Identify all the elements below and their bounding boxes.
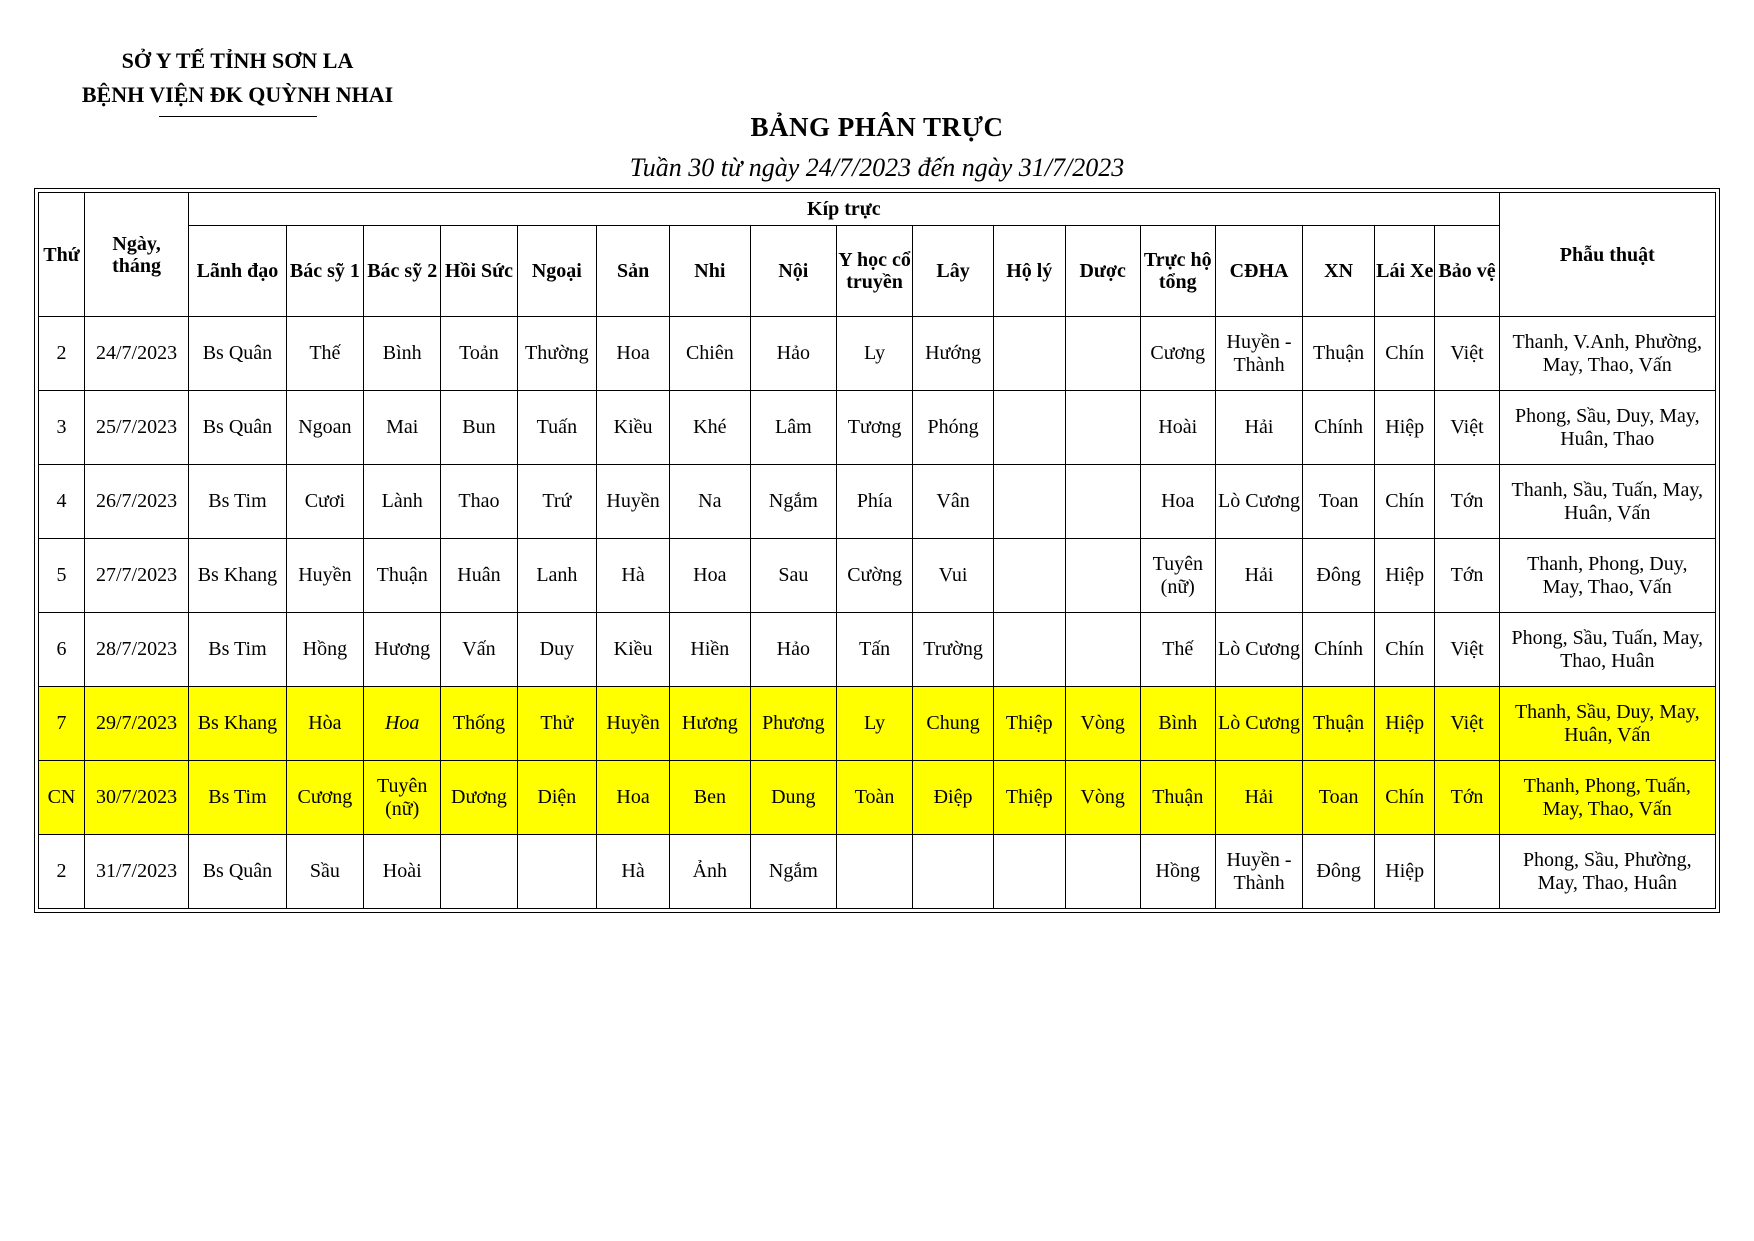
cell-thu: 4: [39, 465, 85, 539]
cell-kip: Đông: [1303, 539, 1375, 613]
cell-kip: Việt: [1435, 317, 1499, 391]
cell-kip: Tớn: [1435, 465, 1499, 539]
cell-kip: Hiệp: [1374, 687, 1435, 761]
cell-phau-thuat: Phong, Sầu, Phường, May, Thao, Huân: [1499, 835, 1715, 909]
cell-phau-thuat: Phong, Sầu, Tuấn, May, Thao, Huân: [1499, 613, 1715, 687]
cell-kip: Chín: [1374, 761, 1435, 835]
table-row: [39, 613, 1716, 687]
cell-kip: Ly: [836, 687, 912, 761]
cell-kip: Hiền: [670, 613, 751, 687]
col-header-ngay: Ngày, tháng: [84, 193, 188, 317]
page-title: BẢNG PHÂN TRỰC: [750, 112, 1004, 142]
cell-kip: Hương: [364, 613, 441, 687]
cell-phau-thuat: Phong, Sầu, Duy, May, Huân, Thao: [1499, 391, 1715, 465]
cell-kip: Tớn: [1435, 539, 1499, 613]
cell-kip: Thuận: [1303, 687, 1375, 761]
cell-kip: Ngắm: [750, 835, 836, 909]
cell-phau-thuat: Thanh, Phong, Duy, May, Thao, Vấn: [1499, 539, 1715, 613]
cell-kip: Hoa: [597, 761, 670, 835]
cell-kip: Hoài: [364, 835, 441, 909]
cell-kip: Chính: [1303, 391, 1375, 465]
cell-kip: Huân: [441, 539, 517, 613]
cell-kip: Hoa: [597, 317, 670, 391]
cell-kip: Chính: [1303, 613, 1375, 687]
cell-kip: Phương: [750, 687, 836, 761]
cell-kip: Lanh: [517, 539, 597, 613]
cell-kip: Thiệp: [993, 687, 1065, 761]
col-header-kip: Nhi: [670, 226, 751, 317]
cell-kip: [1435, 835, 1499, 909]
cell-kip: Trứ: [517, 465, 597, 539]
col-header-kip: CĐHA: [1215, 226, 1302, 317]
cell-kip: Hướng: [913, 317, 994, 391]
cell-kip: [993, 613, 1065, 687]
cell-kip: Phía: [836, 465, 912, 539]
cell-kip: Thế: [1140, 613, 1215, 687]
cell-kip: [993, 465, 1065, 539]
cell-kip: Ben: [670, 761, 751, 835]
cell-kip: Bs Quân: [189, 391, 287, 465]
cell-kip: Hồng: [1140, 835, 1215, 909]
cell-kip: Hải: [1215, 539, 1302, 613]
cell-kip: Hà: [597, 539, 670, 613]
cell-kip: Hương: [670, 687, 751, 761]
duty-schedule-table: [38, 192, 1716, 909]
schedule-table-frame: [34, 188, 1720, 913]
org-department: SỞ Y TẾ TỈNH SƠN LA: [121, 48, 354, 73]
col-header-phau-thuat: Phẫu thuật: [1499, 193, 1715, 317]
cell-kip: Hiệp: [1374, 835, 1435, 909]
col-header-kip: Lái Xe: [1374, 226, 1435, 317]
cell-kip: Na: [670, 465, 751, 539]
cell-ngay: 25/7/2023: [84, 391, 188, 465]
col-header-kip: Ngoại: [517, 226, 597, 317]
cell-kip: Tuấn: [517, 391, 597, 465]
cell-kip: [1065, 391, 1140, 465]
cell-kip: Chín: [1374, 317, 1435, 391]
col-header-kip: XN: [1303, 226, 1375, 317]
cell-kip: Phóng: [913, 391, 994, 465]
cell-kip: [1065, 317, 1140, 391]
cell-kip: Tấn: [836, 613, 912, 687]
cell-kip: Dương: [441, 761, 517, 835]
col-header-kip: Trực hộ tổng: [1140, 226, 1215, 317]
cell-kip: Chung: [913, 687, 994, 761]
cell-kip: Lò Cương: [1215, 465, 1302, 539]
cell-kip: [1065, 465, 1140, 539]
col-header-kip: Nội: [750, 226, 836, 317]
cell-kip: Toan: [1303, 465, 1375, 539]
cell-kip: Trường: [913, 613, 994, 687]
table-row: [39, 761, 1716, 835]
cell-kip: Huyền: [286, 539, 363, 613]
col-header-kip: Dược: [1065, 226, 1140, 317]
cell-kip: Hoa: [670, 539, 751, 613]
col-header-kip: Bảo vệ: [1435, 226, 1499, 317]
table-row: [39, 539, 1716, 613]
cell-thu: 3: [39, 391, 85, 465]
cell-kip: Cương: [286, 761, 363, 835]
cell-kip: Thuận: [1303, 317, 1375, 391]
cell-kip: Lành: [364, 465, 441, 539]
cell-kip: Hiệp: [1374, 391, 1435, 465]
cell-kip: Chiên: [670, 317, 751, 391]
cell-ngay: 24/7/2023: [84, 317, 188, 391]
cell-kip: Huyền - Thành: [1215, 317, 1302, 391]
table-row: [39, 835, 1716, 909]
col-header-kip: Lây: [913, 226, 994, 317]
cell-kip: Tớn: [1435, 761, 1499, 835]
cell-kip: Ngắm: [750, 465, 836, 539]
cell-phau-thuat: Thanh, Sầu, Tuấn, May, Huân, Vấn: [1499, 465, 1715, 539]
cell-kip: Chín: [1374, 613, 1435, 687]
cell-kip: Thuận: [1140, 761, 1215, 835]
cell-kip: Thử: [517, 687, 597, 761]
cell-kip: Bs Khang: [189, 539, 287, 613]
cell-kip: Đông: [1303, 835, 1375, 909]
cell-kip: Cươi: [286, 465, 363, 539]
cell-kip: Cường: [836, 539, 912, 613]
col-header-kip: Lãnh đạo: [189, 226, 287, 317]
cell-kip: Hảo: [750, 317, 836, 391]
cell-kip: Chín: [1374, 465, 1435, 539]
cell-kip: [1065, 835, 1140, 909]
cell-kip: Bình: [364, 317, 441, 391]
cell-kip: Thống: [441, 687, 517, 761]
cell-kip: Toan: [1303, 761, 1375, 835]
org-hospital: BỆNH VIỆN ĐK QUỲNH NHAI: [81, 82, 394, 107]
cell-kip: Bs Tim: [189, 465, 287, 539]
cell-kip: Lâm: [750, 391, 836, 465]
cell-kip: Huyền: [597, 687, 670, 761]
cell-kip: [517, 835, 597, 909]
cell-kip: [913, 835, 994, 909]
cell-kip: [441, 835, 517, 909]
cell-ngay: 29/7/2023: [84, 687, 188, 761]
cell-kip: Thao: [441, 465, 517, 539]
page-subtitle: Tuần 30 từ ngày 24/7/2023 đến ngày 31/7/2023: [629, 153, 1125, 182]
cell-kip: [836, 835, 912, 909]
cell-kip: [1065, 613, 1140, 687]
cell-kip: Lò Cương: [1215, 613, 1302, 687]
cell-ngay: 26/7/2023: [84, 465, 188, 539]
cell-kip: Khé: [670, 391, 751, 465]
cell-phau-thuat: Thanh, Sầu, Duy, May, Huân, Vấn: [1499, 687, 1715, 761]
cell-kip: Hải: [1215, 391, 1302, 465]
cell-kip: Hoài: [1140, 391, 1215, 465]
cell-ngay: 31/7/2023: [84, 835, 188, 909]
cell-kip: Toàn: [836, 761, 912, 835]
cell-kip: Bs Quân: [189, 835, 287, 909]
table-row: [39, 391, 1716, 465]
cell-kip: Bs Khang: [189, 687, 287, 761]
cell-kip: Vấn: [441, 613, 517, 687]
cell-kip: [1065, 539, 1140, 613]
cell-kip: Hải: [1215, 761, 1302, 835]
cell-kip: Vòng: [1065, 761, 1140, 835]
cell-kip: Việt: [1435, 613, 1499, 687]
col-header-kip: Bác sỹ 1: [286, 226, 363, 317]
cell-kip: Kiều: [597, 391, 670, 465]
cell-kip: Thường: [517, 317, 597, 391]
cell-kip: Việt: [1435, 687, 1499, 761]
col-header-kip: Y học cổ truyền: [836, 226, 912, 317]
cell-kip: Vui: [913, 539, 994, 613]
cell-kip: [993, 835, 1065, 909]
col-header-kip: Sản: [597, 226, 670, 317]
cell-kip: Hòa: [286, 687, 363, 761]
cell-kip: Ngoan: [286, 391, 363, 465]
cell-kip: Bình: [1140, 687, 1215, 761]
cell-kip: Hà: [597, 835, 670, 909]
cell-thu: 5: [39, 539, 85, 613]
cell-kip: Duy: [517, 613, 597, 687]
table-row: [39, 317, 1716, 391]
cell-kip: Việt: [1435, 391, 1499, 465]
cell-kip: Ảnh: [670, 835, 751, 909]
cell-kip: Điệp: [913, 761, 994, 835]
col-header-kip: Hộ lý: [993, 226, 1065, 317]
cell-ngay: 28/7/2023: [84, 613, 188, 687]
cell-kip: Thiệp: [993, 761, 1065, 835]
cell-phau-thuat: Thanh, V.Anh, Phường, May, Thao, Vấn: [1499, 317, 1715, 391]
cell-thu: CN: [39, 761, 85, 835]
cell-kip: Hoa: [364, 687, 441, 761]
cell-kip: [993, 317, 1065, 391]
cell-kip: Bun: [441, 391, 517, 465]
cell-kip: [993, 539, 1065, 613]
cell-kip: Ly: [836, 317, 912, 391]
cell-kip: [993, 391, 1065, 465]
cell-kip: Tuyên (nữ): [364, 761, 441, 835]
organization-header: [40, 44, 435, 117]
cell-kip: Hiệp: [1374, 539, 1435, 613]
col-header-kip: Hồi Sức: [441, 226, 517, 317]
cell-kip: Mai: [364, 391, 441, 465]
cell-thu: 6: [39, 613, 85, 687]
cell-phau-thuat: Thanh, Phong, Tuấn, May, Thao, Vấn: [1499, 761, 1715, 835]
cell-kip: Hảo: [750, 613, 836, 687]
cell-kip: Sầu: [286, 835, 363, 909]
cell-kip: Huyền: [597, 465, 670, 539]
cell-ngay: 27/7/2023: [84, 539, 188, 613]
cell-ngay: 30/7/2023: [84, 761, 188, 835]
cell-kip: Bs Tim: [189, 613, 287, 687]
cell-kip: Sau: [750, 539, 836, 613]
cell-kip: Dung: [750, 761, 836, 835]
cell-kip: Toản: [441, 317, 517, 391]
cell-kip: Huyền - Thành: [1215, 835, 1302, 909]
col-header-thu: Thứ: [39, 193, 85, 317]
cell-kip: Cương: [1140, 317, 1215, 391]
col-header-kip: Bác sỹ 2: [364, 226, 441, 317]
cell-kip: Hoa: [1140, 465, 1215, 539]
cell-thu: 2: [39, 835, 85, 909]
cell-kip: Vòng: [1065, 687, 1140, 761]
cell-kip: Thế: [286, 317, 363, 391]
cell-thu: 7: [39, 687, 85, 761]
cell-kip: Tương: [836, 391, 912, 465]
cell-kip: Diện: [517, 761, 597, 835]
cell-thu: 2: [39, 317, 85, 391]
cell-kip: Vân: [913, 465, 994, 539]
cell-kip: Hồng: [286, 613, 363, 687]
cell-kip: Tuyên (nữ): [1140, 539, 1215, 613]
cell-kip: Bs Quân: [189, 317, 287, 391]
group-header-kip-truc: Kíp trực: [189, 193, 1499, 226]
cell-kip: Kiều: [597, 613, 670, 687]
cell-kip: Bs Tim: [189, 761, 287, 835]
table-row: [39, 687, 1716, 761]
cell-kip: Lò Cương: [1215, 687, 1302, 761]
cell-kip: Thuận: [364, 539, 441, 613]
table-row: [39, 465, 1716, 539]
